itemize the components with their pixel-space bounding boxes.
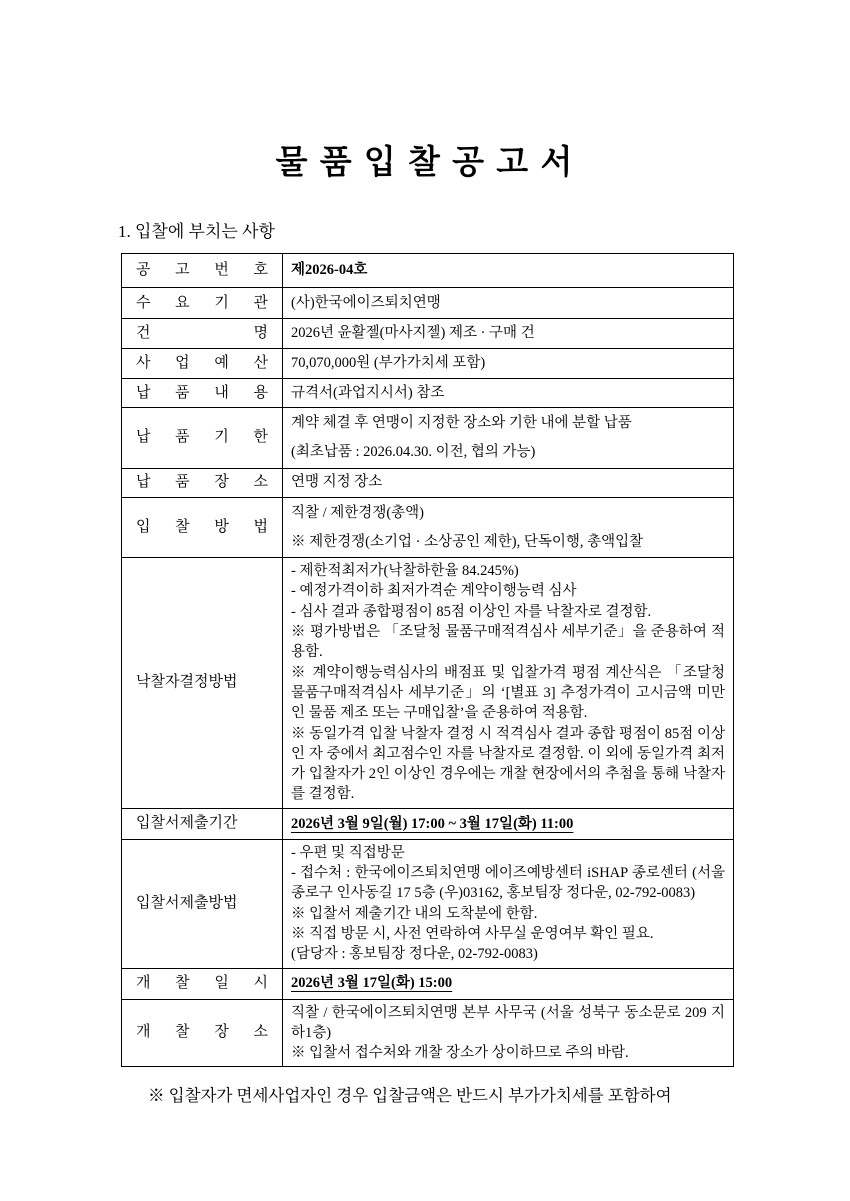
row-label-delivery-content: 납 품 내 용 bbox=[122, 379, 283, 408]
bid-info-table bbox=[121, 253, 734, 1067]
row-value-bid-submission-period: 2026년 3월 9일(월) 17:00 ~ 3월 17일(화) 11:00 bbox=[291, 815, 574, 832]
row-value-bid-opening-datetime: 2026년 3월 17일(화) 15:00 bbox=[291, 975, 453, 992]
table-row-bidding-method bbox=[122, 497, 734, 558]
row-label-project-name: 건 명 bbox=[122, 319, 283, 349]
row-label-project-budget: 사 업 예 산 bbox=[122, 349, 283, 379]
row-value-delivery-place: 연맹 지정 장소 bbox=[283, 468, 734, 497]
row-label-delivery-place: 납 품 장 소 bbox=[122, 468, 283, 497]
table-row-demanding-agency bbox=[122, 288, 734, 319]
row-label-bid-opening-place: 개 찰 장 소 bbox=[122, 999, 283, 1067]
table-row-delivery-content bbox=[122, 379, 734, 408]
section-heading: 1. 입찰에 부치는 사항 bbox=[118, 222, 275, 241]
table-row-winner-determination-method bbox=[122, 558, 734, 809]
row-value-demanding-agency: (사)한국에이즈퇴치연맹 bbox=[283, 288, 734, 319]
row-value-announcement-number: 제2026-04호 bbox=[283, 254, 734, 288]
row-label-demanding-agency: 수 요 기 관 bbox=[122, 288, 283, 319]
row-value-project-budget: 70,070,000원 (부가가치세 포함) bbox=[283, 349, 734, 379]
row-value-delivery-content: 규격서(과업지시서) 참조 bbox=[283, 379, 734, 408]
row-label-bid-submission-method: 입찰서제출방법 bbox=[122, 839, 283, 968]
row-value-bidding-method: 직찰 / 제한경쟁(총액) ※ 제한경쟁(소기업 · 소상공인 제한), 단독이행, 총액입찰 bbox=[283, 497, 734, 558]
table-row-delivery-deadline bbox=[122, 408, 734, 469]
row-value-project-name: 2026년 윤활젤(마사지젤) 제조 · 구매 건 bbox=[283, 319, 734, 349]
document-title: 물 품 입 찰 공 고 서 bbox=[275, 145, 575, 181]
row-value-bid-submission-method: - 우편 및 직접방문 - 접수처 : 한국에이즈퇴치연맹 에이즈예방센터 iSHAP 종로센터 (서울 종로구 인사동길 17 5층 (우)03162, 홍보팀장 정다운, 02-792-0083) ※ 입찰서 제출기간 내의 도착분에 한함. ※ 직접 방문 시, 사전 연락하여 사무실 운영여부 확인 필요. (담당자 : 홍보팀장 정다운, 02-792-0083) bbox=[283, 839, 734, 968]
table-row-announcement-number bbox=[122, 254, 734, 288]
row-label-announcement-number: 공 고 번 호 bbox=[122, 254, 283, 288]
table-row-project-budget bbox=[122, 349, 734, 379]
table-row-bid-opening-datetime bbox=[122, 968, 734, 999]
table-row-delivery-place bbox=[122, 468, 734, 497]
table-row-project-name bbox=[122, 319, 734, 349]
row-value-winner-determination-method: - 제한적최저가(낙찰하한율 84.245%) - 예정가격이하 최저가격순 계약이행능력 심사 - 심사 결과 종합평점이 85점 이상인 자를 낙찰자로 결정함. ※ 평가방법은 「조달청 물품구매적격심사 세부기준」을 준용하여 적용함. ※ 계약이행능력심사의 배점표 및 입찰가격 평점 계산식은 「조달청 물품구매적격심사 세부기준」의 ‘[별표 3] 추정가격이 고시금액 미만인 물품 제조 또는 구매입찰’을 준용하여 적용함. ※ 동일가격 입찰 낙찰자 결정 시 적격심사 결과 종합 평점이 85점 이상인 자 중에서 최고점수인 자를 낙찰자로 결정함. 이 외에 동일가격 최저가 입찰자가 2인 이상인 경우에는 개찰 현장에서의 추첨을 통해 낙찰자를 결정함. bbox=[283, 558, 734, 809]
row-label-bid-opening-datetime: 개 찰 일 시 bbox=[122, 968, 283, 999]
row-value-bid-opening-place: 직찰 / 한국에이즈퇴치연맹 본부 사무국 (서울 성북구 동소문로 209 지하1층) ※ 입찰서 접수처와 개찰 장소가 상이하므로 주의 바람. bbox=[283, 999, 734, 1067]
footer-note: ※ 입찰자가 면세사업자인 경우 입찰금액은 반드시 부가가치세를 포함하여 bbox=[148, 1086, 672, 1106]
table-row-bid-opening-place bbox=[122, 999, 734, 1067]
row-label-winner-determination-method: 낙찰자결정방법 bbox=[122, 558, 283, 809]
row-label-bid-submission-period: 입찰서제출기간 bbox=[122, 808, 283, 839]
table-row-bid-submission-period bbox=[122, 808, 734, 839]
row-value-delivery-deadline: 계약 체결 후 연맹이 지정한 장소와 기한 내에 분할 납품 (최초납품 : 2026.04.30. 이전, 협의 가능) bbox=[283, 408, 734, 469]
row-label-delivery-deadline: 납 품 기 한 bbox=[122, 408, 283, 469]
table-row-bid-submission-method bbox=[122, 839, 734, 968]
row-label-bidding-method: 입 찰 방 법 bbox=[122, 497, 283, 558]
